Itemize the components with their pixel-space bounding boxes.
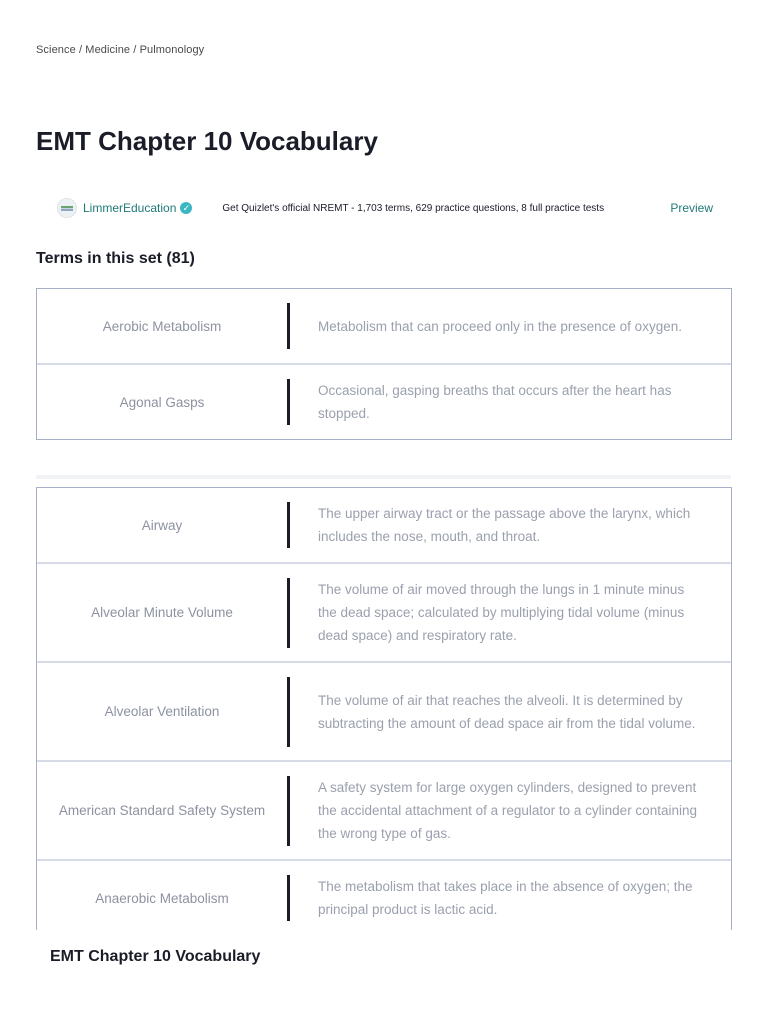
term-separator [287, 303, 290, 349]
promo-banner [57, 196, 713, 220]
preview-link[interactable]: Preview [670, 201, 713, 215]
term-row [37, 564, 731, 663]
promo-text: Get Quizlet's official NREMT - 1,703 terms, 629 practice questions, 8 full practice tests [222, 202, 605, 214]
definition-text: A safety system for large oxygen cylinders, designed to prevent the accidental attachment of a regulator to a cylinder containing the wrong type of gas. [318, 780, 697, 841]
term-separator [287, 578, 290, 648]
terms-card [36, 487, 732, 930]
terms-card [36, 288, 732, 440]
verified-check-icon: ✓ [180, 202, 192, 214]
terms-section-title: Terms in this set (81) [36, 250, 195, 267]
definition-text: Occasional, gasping breaths that occurs after the heart has stopped. [318, 383, 672, 421]
term-text: Agonal Gasps [119, 394, 205, 410]
term-separator [287, 776, 290, 846]
term-separator [287, 875, 290, 921]
term-text: Airway [141, 517, 183, 533]
term-text: Aerobic Metabolism [102, 318, 222, 334]
term-text: Alveolar Minute Volume [91, 605, 233, 620]
footer-title: EMT Chapter 10 Vocabulary [50, 948, 261, 965]
term-row [37, 663, 731, 762]
term-row [37, 365, 731, 439]
term-row [37, 289, 731, 365]
term-text: Anaerobic Metabolism [95, 890, 229, 906]
term-separator [287, 677, 290, 747]
definition-text: The upper airway tract or the passage above the larynx, which includes the nose, mouth, and throat. [318, 506, 691, 544]
author-logo-icon [57, 198, 77, 218]
term-row [37, 861, 731, 930]
author-link[interactable]: LimmerEducation [83, 201, 177, 215]
section-divider [36, 475, 731, 479]
definition-text: Metabolism that can proceed only in the presence of oxygen. [318, 318, 682, 334]
definition-text: The volume of air moved through the lungs in 1 minute minus the dead space; calculated by multiplying tidal volume (minus dead space) and respiratory rate. [318, 582, 685, 643]
term-text: Alveolar Ventilation [104, 704, 220, 719]
breadcrumb[interactable]: Science / Medicine / Pulmonology [36, 44, 205, 56]
term-row [37, 762, 731, 861]
page-title: EMT Chapter 10 Vocabulary [36, 126, 378, 156]
term-row [37, 488, 731, 564]
definition-text: The volume of air that reaches the alveoli. It is determined by subtracting the amount of dead space air from the tidal volume. [318, 692, 696, 731]
term-separator [287, 502, 290, 548]
term-separator [287, 379, 290, 425]
definition-text: The metabolism that takes place in the absence of oxygen; the principal product is lactic acid. [318, 879, 693, 917]
term-text: American Standard Safety System [58, 803, 266, 818]
